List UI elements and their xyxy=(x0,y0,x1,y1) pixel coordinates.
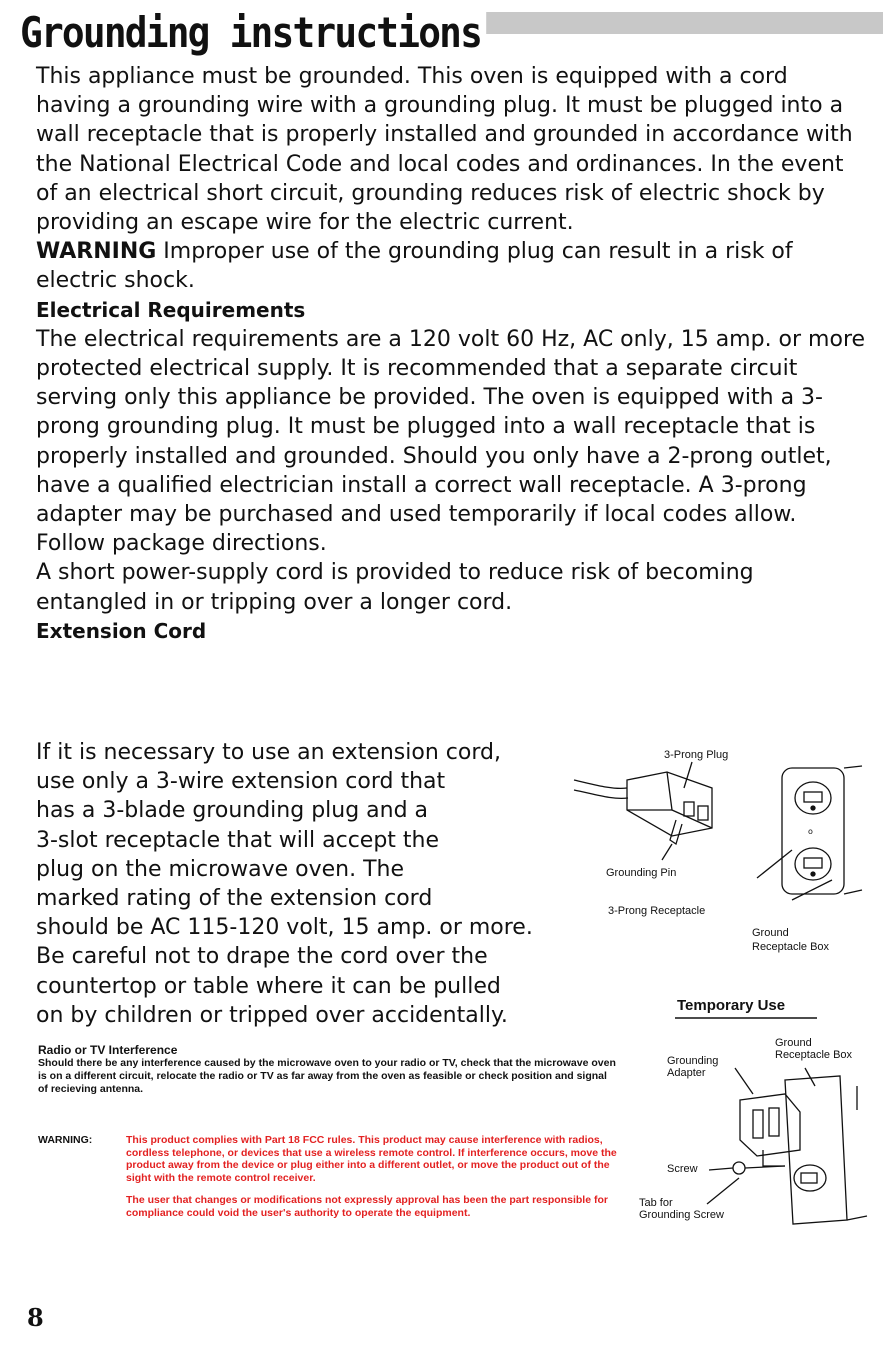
adapter-label-line2: Adapter xyxy=(667,1067,706,1079)
fcc-warning-paragraph-1: This product complies with Part 18 FCC rules. This product may cause interference with radios, cordless telephone, or devices that use a wireless remote control. If interference occurs, move the product away from the device or plug either into a different outlet, or move the product out of the sight with the remote control receiver. xyxy=(126,1134,617,1184)
grounding-pin xyxy=(670,820,682,844)
extension-cord-heading: Extension Cord xyxy=(36,618,207,643)
ext-line: use only a 3-wire extension cord that xyxy=(36,769,446,795)
box-label-line2: Receptacle Box xyxy=(775,1049,853,1061)
fcc-warning xyxy=(38,1134,628,1230)
adapter-label-line1: Grounding xyxy=(667,1055,719,1067)
ext-line: 3-slot receptacle that will accept the xyxy=(36,827,440,853)
fcc-warning-label: WARNING: xyxy=(38,1134,93,1146)
warning-paragraph xyxy=(36,237,866,295)
ext-line: marked rating of the extension cord xyxy=(36,886,433,912)
receptacle-plate xyxy=(785,1076,847,1224)
extension-cord-text xyxy=(36,738,606,1030)
plug-prong xyxy=(684,802,694,816)
svg-text:o: o xyxy=(808,827,813,836)
ext-line: Be careful not to drape the cord over the xyxy=(36,944,488,970)
temporary-use-heading: Temporary Use xyxy=(677,997,786,1014)
short-cord-paragraph: A short power-supply cord is provided to reduce risk of becoming entangled in or tripping over a longer cord. xyxy=(36,560,754,615)
radio-tv-text: Should there be any interference caused by the microwave oven to your radio or TV, check that the microwave oven is on a different circuit, relocate the radio or TV as far away from the oven as feasible or check position and signal of recieving antenna. xyxy=(38,1057,616,1095)
ext-line: should be AC 115-120 volt, 15 amp. or more. xyxy=(36,915,533,941)
ext-line: has a 3-blade grounding plug and a xyxy=(36,798,429,824)
radio-tv-heading: Radio or TV Interference xyxy=(38,1043,178,1057)
box-label-line1: Ground xyxy=(775,1037,812,1049)
receptacle-label: 3-Prong Receptacle xyxy=(608,905,706,917)
intro-paragraph: This appliance must be grounded. This oven is equipped with a cord having a grounding wire with a grounding plug. It must be plugged into a wall receptacle that is properly installed and grounded in accordance with the National Electrical Code and local codes and ordinances. In the event of an electrical short circuit, grounding reduces risk of electric shock by providing an escape wire for the electric current. xyxy=(36,64,853,236)
electrical-requirements-paragraph: The electrical requirements are a 120 volt 60 Hz, AC only, 15 amp. or more protected electrical supply. It is recommended that a separate circuit serving only this appliance be provided. The oven is equipped with a 3-prong grounding plug. It must be plugged into a wall receptacle that is properly installed and grounded. Should you only have a 2-prong outlet, have a qualified electrician install a correct wall receptacle. A 3-prong adapter may be purchased and used temporarily if local codes allow. xyxy=(36,326,866,528)
box-label-line1: Ground xyxy=(752,927,789,939)
temporary-use-diagram xyxy=(635,990,885,1230)
screw-label: Screw xyxy=(667,1163,698,1175)
tab-label-line2: Grounding Screw xyxy=(639,1209,724,1221)
ext-line: If it is necessary to use an extension cord, xyxy=(36,740,501,765)
grounding-pin-label: Grounding Pin xyxy=(606,867,677,879)
warning-text: Improper use of the grounding plug can result in a risk of electric shock. xyxy=(36,239,793,294)
radio-tv-interference xyxy=(38,1044,618,1096)
follow-directions-paragraph: Follow package directions. xyxy=(36,531,327,557)
box-label-line2: Receptacle Box xyxy=(752,941,830,953)
plug-cord xyxy=(574,780,627,788)
main-text xyxy=(36,62,866,646)
ext-line: countertop or table where it can be pulled xyxy=(36,973,501,999)
screw xyxy=(733,1162,745,1174)
fcc-warning-paragraph-2: The user that changes or modifications not expressly approval has been the part responsible for compliance could void the user's authority to operate the equipment. xyxy=(126,1194,608,1219)
electrical-requirements-heading: Electrical Requirements xyxy=(36,297,306,322)
grounding-adapter xyxy=(740,1094,800,1156)
page-number: 8 xyxy=(27,1303,44,1332)
page-title: Grounding instructions xyxy=(20,6,486,60)
ext-line: plug on the microwave oven. The xyxy=(36,856,405,882)
plug-body xyxy=(627,772,712,836)
plug-receptacle-diagram xyxy=(572,740,872,960)
tab-label-line1: Tab for xyxy=(639,1197,673,1209)
warning-label: WARNING xyxy=(36,239,157,265)
plug-label: 3-Prong Plug xyxy=(664,749,729,761)
ext-line: on by children or tripped over accidentally. xyxy=(36,1002,508,1028)
